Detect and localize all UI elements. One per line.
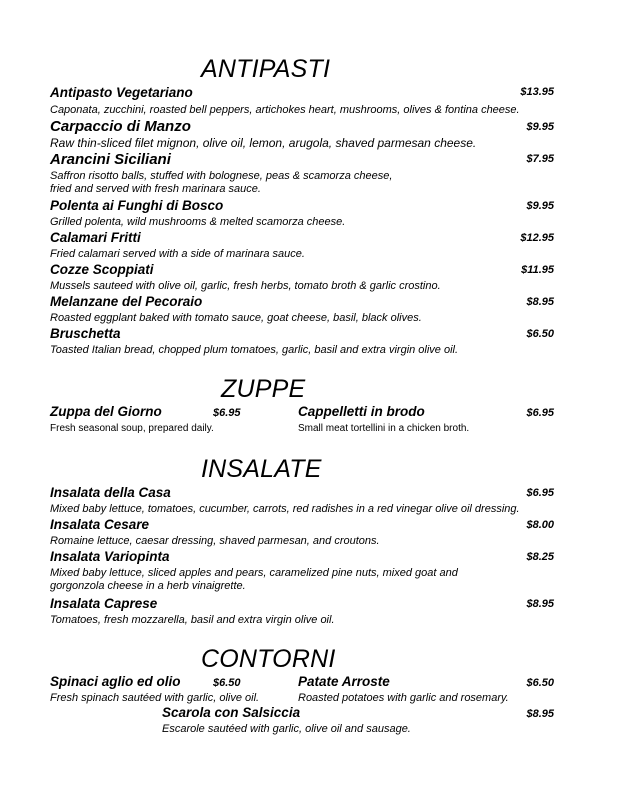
item-name: Calamari Fritti xyxy=(50,230,141,245)
item-description: Romaine lettuce, caesar dressing, shaved parmesan, and croutons. xyxy=(50,535,380,547)
item-name: Melanzane del Pecoraio xyxy=(50,294,203,309)
item-price: $11.95 xyxy=(521,264,554,276)
item-description: Mixed baby lettuce, sliced apples and pears, caramelized pine nuts, mixed goat and xyxy=(50,567,458,579)
item-name: Insalata della Casa xyxy=(50,485,171,500)
section-title-contorni: CONTORNI xyxy=(201,645,336,673)
item-description: Roasted potatoes with garlic and rosemary. xyxy=(298,692,509,704)
item-description: Tomatoes, fresh mozzarella, basil and extra virgin olive oil. xyxy=(50,614,335,626)
item-name: Insalata Cesare xyxy=(50,517,150,532)
item-description: Grilled polenta, wild mushrooms & melted scamorza cheese. xyxy=(50,216,346,228)
item-price: $9.95 xyxy=(526,200,554,212)
item-price: $8.00 xyxy=(526,519,554,531)
item-name: Bruschetta xyxy=(50,326,121,341)
item-description: Mixed baby lettuce, tomatoes, cucumber, carrots, red radishes in a red vinegar olive oil dressing. xyxy=(50,503,520,515)
item-name: Cozze Scoppiati xyxy=(50,262,154,277)
item-name: Antipasto Vegetariano xyxy=(50,85,193,100)
item-description: Mussels sauteed with olive oil, garlic, fresh herbs, tomato broth & garlic crostino. xyxy=(50,280,441,292)
item-price: $7.95 xyxy=(526,153,554,165)
item-name: Arancini Siciliani xyxy=(50,151,171,168)
item-name: Carpaccio di Manzo xyxy=(50,118,191,135)
item-description: Saffron risotto balls, stuffed with bolognese, peas & scamorza cheese, xyxy=(50,170,393,182)
item-price: $6.95 xyxy=(526,487,554,499)
item-price: $8.95 xyxy=(526,598,554,610)
item-name: Insalata Caprese xyxy=(50,596,158,611)
section-title-antipasti: ANTIPASTI xyxy=(201,55,331,83)
item-description: Escarole sautéed with garlic, olive oil and sausage. xyxy=(162,723,411,735)
item-price: $8.25 xyxy=(526,551,554,563)
item-description: Raw thin-sliced filet mignon, olive oil, lemon, arugola, shaved parmesan cheese. xyxy=(50,136,477,150)
item-price: $6.95 xyxy=(213,407,241,419)
item-description: Caponata, zucchini, roasted bell peppers, artichokes heart, mushrooms, olives & fontina cheese. xyxy=(50,104,520,116)
item-price: $6.50 xyxy=(526,328,554,340)
item-name: Insalata Variopinta xyxy=(50,549,170,564)
item-description: Toasted Italian bread, chopped plum tomatoes, garlic, basil and extra virgin olive oil. xyxy=(50,344,459,356)
item-price: $13.95 xyxy=(520,86,554,98)
item-price: $9.95 xyxy=(526,121,554,133)
section-title-zuppe: ZUPPE xyxy=(221,375,306,403)
item-name: Spinaci aglio ed olio xyxy=(50,674,181,689)
item-name: Polenta ai Funghi di Bosco xyxy=(50,198,224,213)
section-title-insalate: INSALATE xyxy=(201,455,322,483)
item-description-line-2: fried and served with fresh marinara sauce. xyxy=(50,183,261,195)
item-price: $6.50 xyxy=(213,677,241,689)
item-description: Small meat tortellini in a chicken broth. xyxy=(298,423,470,434)
item-description: Roasted eggplant baked with tomato sauce, goat cheese, basil, black olives. xyxy=(50,312,422,324)
item-name: Zuppa del Giorno xyxy=(50,404,162,419)
item-description-line-2: gorgonzola cheese in a herb vinaigrette. xyxy=(50,580,246,592)
item-price: $6.50 xyxy=(526,677,554,689)
item-description: Fresh seasonal soup, prepared daily. xyxy=(50,423,214,434)
item-price: $12.95 xyxy=(520,232,554,244)
item-description: Fresh spinach sautéed with garlic, olive oil. xyxy=(50,692,260,704)
item-name: Cappelletti in brodo xyxy=(298,404,425,419)
item-price: $6.95 xyxy=(526,407,554,419)
item-name: Patate Arroste xyxy=(298,674,390,689)
item-name: Scarola con Salsiccia xyxy=(162,705,301,720)
item-price: $8.95 xyxy=(526,296,554,308)
item-description: Fried calamari served with a side of marinara sauce. xyxy=(50,248,305,260)
item-price: $8.95 xyxy=(526,708,554,720)
